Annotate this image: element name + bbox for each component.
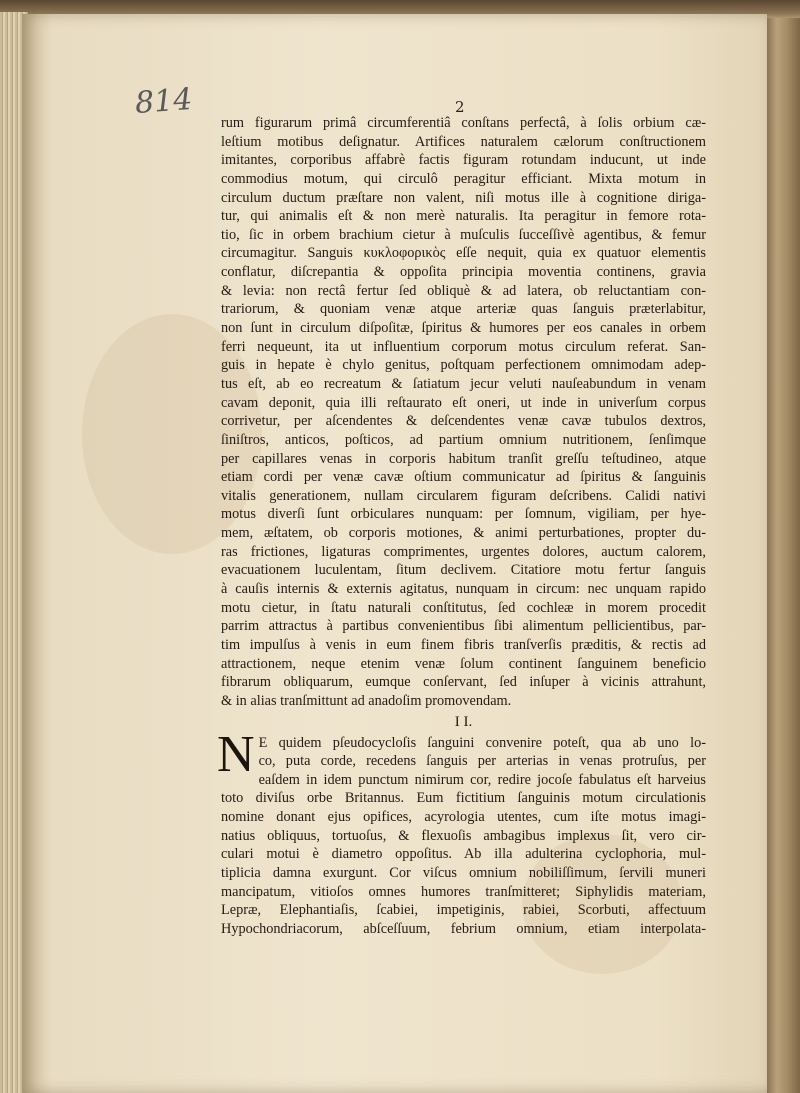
text-line: nomine donant ejus opifices, acyrologia utentes, cum iſte motus imagi- [221,809,706,826]
text-line: circulum ductum præſtare non valent, niſi motus ille à cognitione diriga- [221,189,706,206]
text-line: rum figurarum primâ circumferentiâ conſtans perfectâ, à ſolis orbium cæ- [221,115,706,131]
main-text-block [217,114,706,939]
text-line: motus diverſi ſunt orbiculares nunquam: per ſomnum, vigiliam, per hye- [221,506,706,523]
text-line: mem, æſtatem, ob corporis motiones, & animi perturbationes, propter du- [221,525,706,542]
text-line: circumagitur. Sanguis κυκλοφορικὸς eſſe nequit, quia ex quatuor elementis [221,245,706,262]
text-line: & levia: non rectâ fertur ſed obliquè & ad latera, ob reluctantiam con- [221,282,706,299]
section-heading: I I. [454,713,473,730]
book-cover-right-edge [767,18,800,1093]
paragraph-2-first-lines [221,734,706,771]
text-line: trariorum, & quoniam venæ atque arteriæ quas ſanguis præterlabitur, [221,301,706,318]
text-line: mancipatum, vitioſos omnes humores tranſmitteret; Siphylidis materiam, [221,883,706,900]
text-line: evacuationem luculentam, ſitum declivem. Citatiore motu fertur ſanguis [221,562,706,579]
text-line: guis in hepate è chylo genitus, poſtquam perfectionem omnimodam adep- [221,357,706,374]
handwritten-marginal-note: 814 [133,82,194,121]
text-line: tur, qui animalis eſt & non merè naturalis. Ita peragitur in femore rota- [221,208,706,225]
text-line: per capillares venas in corporis habitum tranſit greſſu teſtudineo, atque [221,450,706,467]
drop-cap: N [217,725,255,783]
text-line: culari motui è diametro oppoſitus. Ab illa adulterina cyclophoria, mul- [221,846,706,863]
text-line: vitalis generationem, nullam circularem figuram deſcribens. Calidi nativi [221,487,706,504]
text-line: attractionem, neque etenim venæ ſolum continent ſanguinem beneficio [221,655,706,672]
text-line: tim impulſus à venis in eum finem fibris tranſverſis præditis, & rectis ad [221,636,706,653]
text-line: & in alias tranſmittunt ad anadoſim promovendam. [221,692,512,709]
text-line: eaſdem in idem punctum nimirum cor, redire jocoſe fabulatus eſt harveius [258,771,706,788]
page-number: 2 [455,98,465,116]
text-line: co, puta corde, recedens ſanguis per arterias in venas protruſus, per [258,753,706,770]
text-line: Lepræ, Elephantiaſis, ſcabiei, impetiginis, rabiei, Scorbuti, affectuum [221,902,706,919]
text-line: parrim attractus à partibus convenientibus ſibi alimentum pellicientibus, par- [221,618,706,635]
text-line: imitantes, corporibus affabrè factis figuram rotundam inducunt, ut inde [221,152,706,169]
text-line: ſiniſtros, anticos, poſticos, ad partium omnium nutritionem, ſenſimque [221,431,706,448]
text-line: natius obliquus, tortuoſus, & flexuoſis ambagibus implexus ſit, vero cir- [221,827,706,844]
text-line: motu cietur, in ſtatu naturali conſtitutus, ſed cochleæ in morem procedit [221,599,706,616]
text-line: corrivetur, per aſcendentes & deſcendentes venæ cavæ tubulos dextros, [221,413,706,430]
text-line: leſtium motibus deſignatur. Artifices naturalem cælorum conſtructionem [221,133,706,150]
paragraph-1 [221,114,706,711]
text-line: toto diviſus orbe Britannus. Eum fictitium ſanguinis motum circulationis [221,790,706,807]
text-line: à cauſis internis & externis agitatus, nunquam in circum: nec unquam rapido [221,581,706,598]
text-line: etiam cordi per venæ cavæ oſtium communicatur ad ſpiritus & ſanguinis [221,469,706,486]
text-line: ras frictiones, ligaturas comprimentes, urgentes dolores, auctum calorem, [221,543,706,560]
text-line: non ſunt in circulum diſpoſitæ, ſpiritus & humores per eos canales in orbem [221,320,706,337]
text-line: commodius motum, qui circulô peragitur efficiant. Mixta motum in [221,170,706,187]
text-line: tio, ſic in orbem brachium cietur à muſculis ſucceſſivè agentibus, & femur [221,226,706,243]
paragraph-2 [221,771,706,939]
text-line: cavam deponit, quia illi reſtaurato eſt oneri, ut inde in univerſum corpus [221,394,706,411]
text-line: ferri nequeunt, ita ut influentium corporum motus circulum referat. San- [221,338,706,355]
text-line: E quidem pſeudocycloſis ſanguini convenire poteſt, qua ab uno lo- [258,734,706,751]
text-line: Hypochondriacorum, abſceſſuum, febrium omnium, etiam interpolata- [221,920,706,937]
text-line: tiplicia damna exurgunt. Cor viſcus omnium nobiliſſimum, ſervili muneri [221,864,706,881]
text-line: fibrarum obliquarum, eumque conſervant, ſed inſuper à vicinis attrahunt, [221,674,706,691]
text-line: conflatur, diſcrepantia & oppoſita principia moventia continens, gravia [221,264,706,281]
text-line: tus eſt, ab eo recreatum & ſatiatum jecur veluti nauſeabundum in venam [221,375,706,392]
